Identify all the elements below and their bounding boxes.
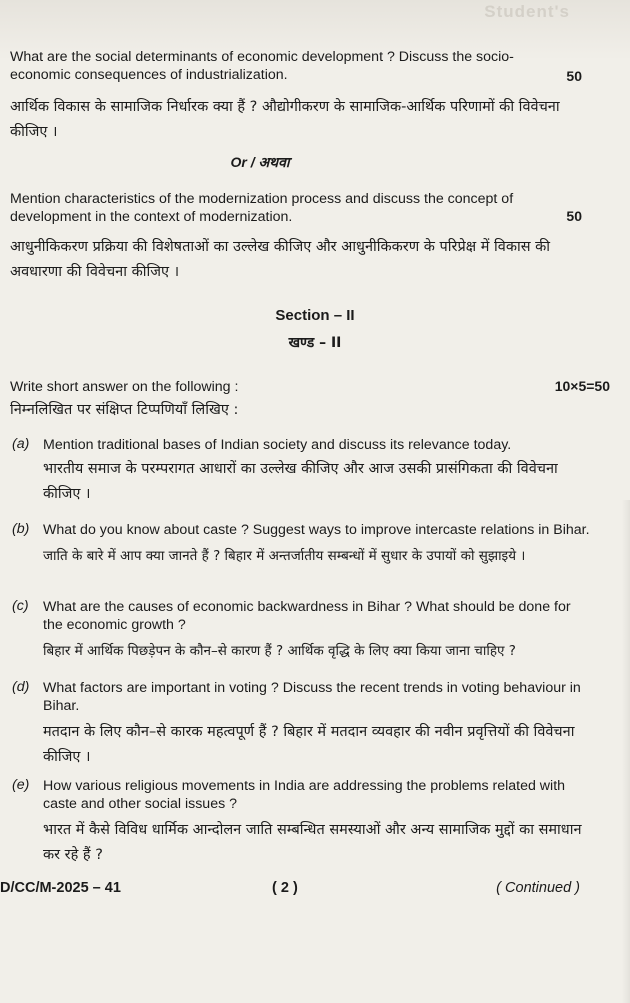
page-number: ( 2 ) [272,880,298,896]
page-edge-shadow [622,500,630,1003]
item-hindi: मतदान के लिए कौन–से कारक महत्वपूर्ण हैं ? बिहार में मतदान व्यवहार की नवीन प्रवृत्तियों की विवेचना कीजिए । [43,724,575,765]
question-item-d [12,679,592,770]
item-label: (e) [12,777,30,793]
item-hindi: भारतीय समाज के परम्परागत आधारों का उल्लेख कीजिए और आज उसकी प्रासंगिकता की विवेचना कीजिए । [43,461,558,502]
question-alt-hindi: आधुनीकिकरण प्रक्रिया की विशेषताओं का उल्लेख कीजिए और आधुनीकिकरण के परिप्रेक्ष में विकास की अवधारणा की विवेचना कीजिए । [10,239,551,280]
or-divider: Or / अथवा [230,154,290,170]
item-label: (d) [12,679,30,695]
question-main-marks: 50 [566,68,582,84]
item-hindi: जाति के बारे में आप क्या जानते हैं ? बिहार में अन्तर्जातीय सम्बन्धों में सुधार के उपायों को सुझाइये । [43,548,526,564]
section-title: Section – II [275,307,355,324]
question-alt-marks: 50 [566,208,582,224]
paper-code: D/CC/M-2025 – 41 [0,880,121,896]
item-english: Mention traditional bases of Indian society and discuss its relevance today. [43,437,512,453]
item-hindi: भारत में कैसे विविध धार्मिक आन्दोलन जाति सम्बन्धित समस्याओं और अन्य सामाजिक मुद्दों का समाधान कर रहे हैं ? [43,822,582,863]
instruction-hindi: निम्नलिखित पर संक्षिप्त टिप्पणियाँ लिखिए : [10,402,239,418]
section-title-hindi: खण्ड – II [288,335,342,351]
item-label: (a) [12,436,30,452]
item-label: (c) [12,598,29,614]
continued-label: ( Continued ) [496,880,580,896]
item-english: What factors are important in voting ? Discuss the recent trends in voting behaviour in Bihar. [43,680,581,714]
question-item-c [12,598,592,664]
question-main-english: What are the social determinants of economic development ? Discuss the socio-economic consequences of industrialization. [10,49,514,83]
question-item-e [12,777,592,868]
ghost-title: Student's [484,2,570,21]
question-item-a [12,436,592,507]
item-hindi: बिहार में आर्थिक पिछड़ेपन के कौन–से कारण हैं ? आर्थिक वृद्धि के लिए क्या किया जाना चाहिए ? [43,643,516,659]
item-english: What do you know about caste ? Suggest ways to improve intercaste relations in Bihar. [43,522,590,538]
page-footer [0,880,630,900]
question-item-b [12,521,592,569]
item-english: How various religious movements in India are addressing the problems related with caste and other social issues ? [43,778,566,812]
instruction-english: Write short answer on the following : [10,379,239,395]
instruction-marks: 10×5=50 [554,378,610,394]
question-main-hindi: आर्थिक विकास के सामाजिक निर्धारक क्या हैं ? औद्योगीकरण के सामाजिक-आर्थिक परिणामों की विवेचना कीजिए । [10,99,560,140]
item-label: (b) [12,521,30,537]
question-alt-english: Mention characteristics of the modernization process and discuss the concept of development in the context of modernization. [10,191,514,225]
item-english: What are the causes of economic backwardness in Bihar ? What should be done for the economic growth ? [43,599,571,633]
